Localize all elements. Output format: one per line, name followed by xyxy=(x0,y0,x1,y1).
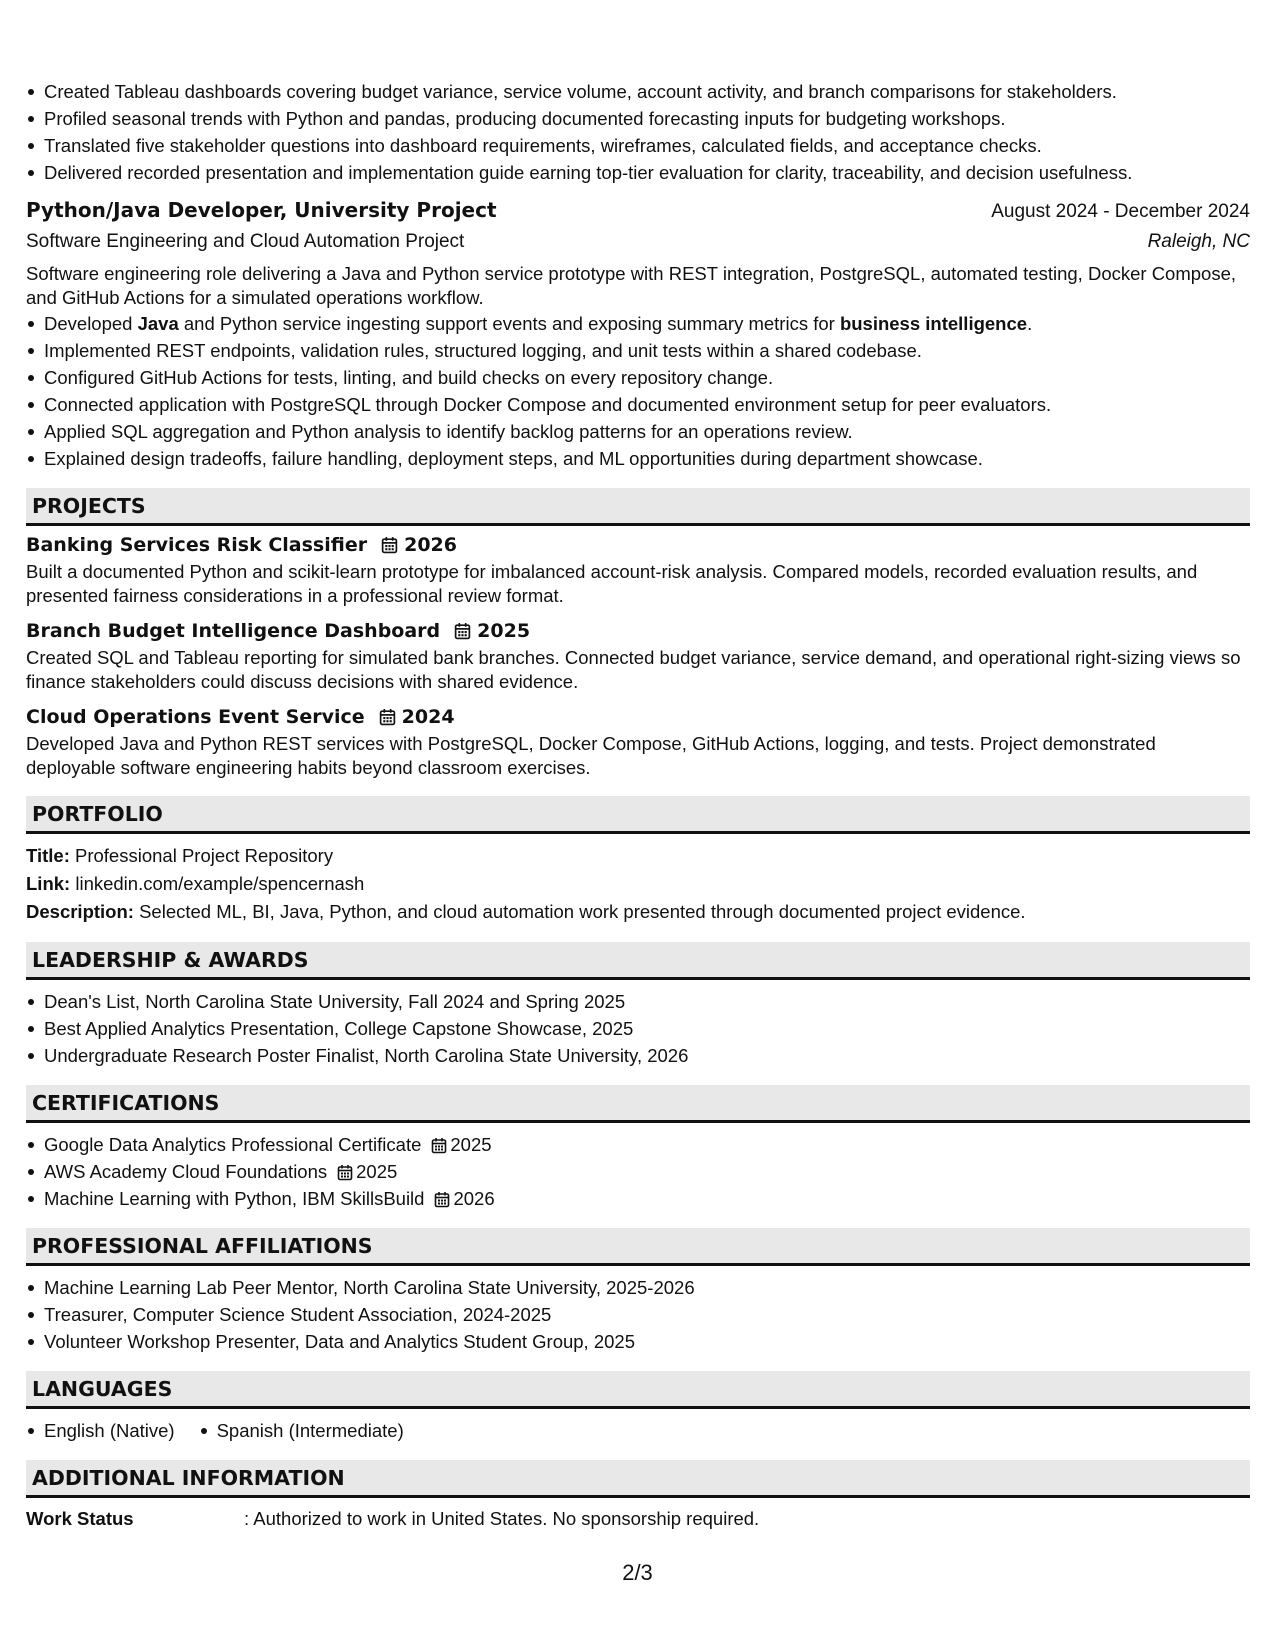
portfolio-section xyxy=(26,796,1250,926)
job-bullets xyxy=(26,310,1250,472)
section-heading: LANGUAGES xyxy=(26,1371,1250,1409)
leadership-section xyxy=(26,942,1250,1069)
projects-section xyxy=(26,488,1250,780)
list-item: Implemented REST endpoints, validation rules, structured logging, and unit tests within a shared codebase. xyxy=(44,337,1250,364)
certification-year: 2025 xyxy=(356,1161,398,1182)
project-year: 2025 xyxy=(477,620,531,642)
list-item: Explained design tradeoffs, failure handling, deployment steps, and ML opportunities during department showcase. xyxy=(44,445,1250,472)
list-item: Dean's List, North Carolina State University, Fall 2024 and Spring 2025 xyxy=(44,988,1250,1015)
affiliations-section xyxy=(26,1228,1250,1355)
list-item: Best Applied Analytics Presentation, College Capstone Showcase, 2025 xyxy=(44,1015,1250,1042)
list-item: Machine Learning Lab Peer Mentor, North Carolina State University, 2025-2026 xyxy=(44,1274,1250,1301)
job-organization: Software Engineering and Cloud Automation Project xyxy=(26,231,465,252)
project-year: 2024 xyxy=(401,706,455,728)
project-entry xyxy=(26,620,1250,694)
section-heading: PROJECTS xyxy=(26,488,1250,526)
project-description: Built a documented Python and scikit-learn prototype for imbalanced account-risk analysis. Compared models, recorded evaluation results, and presented fairness considerations in a professional review format. xyxy=(26,561,1198,606)
list-item: Spanish (Intermediate) xyxy=(217,1417,404,1444)
page-number: 2/3 xyxy=(622,1560,653,1585)
languages-section xyxy=(26,1371,1250,1444)
list-item: Treasurer, Computer Science Student Association, 2024-2025 xyxy=(44,1301,1250,1328)
project-entry xyxy=(26,534,1250,608)
section-heading: CERTIFICATIONS xyxy=(26,1085,1250,1123)
certification-year: 2025 xyxy=(450,1134,492,1155)
portfolio-link: Link: linkedin.com/example/spencernash xyxy=(26,873,365,894)
job-location: Raleigh, NC xyxy=(1147,231,1250,252)
project-year: 2026 xyxy=(404,534,457,556)
certification-name: Google Data Analytics Professional Certificate xyxy=(44,1134,422,1155)
certifications-section xyxy=(26,1085,1250,1212)
list-item xyxy=(44,1158,1250,1185)
calendar-icon xyxy=(381,536,398,554)
certifications-list xyxy=(26,1131,1250,1212)
project-title: Banking Services Risk Classifier xyxy=(26,534,368,556)
affiliations-list xyxy=(26,1274,1250,1355)
work-status-value: : Authorized to work in United States. No sponsorship required. xyxy=(244,1508,760,1529)
list-item: Connected application with PostgreSQL through Docker Compose and documented environment setup for peer evaluators. xyxy=(44,391,1250,418)
portfolio-title: Title: Professional Project Repository xyxy=(26,845,334,866)
certification-year: 2026 xyxy=(453,1188,495,1209)
additional-info-section xyxy=(26,1460,1250,1532)
project-title: Cloud Operations Event Service xyxy=(26,706,365,728)
list-item: Developed Java and Python service ingesting support events and exposing summary metrics for business intelligence. xyxy=(44,310,1250,337)
portfolio-description: Description: Selected ML, BI, Java, Python, and cloud automation work presented through documented project evidence. xyxy=(26,901,1026,922)
calendar-icon xyxy=(454,622,471,640)
list-item: Translated five stakeholder questions into dashboard requirements, wireframes, calculated fields, and acceptance checks. xyxy=(44,132,1250,159)
section-heading: LEADERSHIP & AWARDS xyxy=(26,942,1250,980)
job-entry xyxy=(26,198,1250,472)
job-title: Python/Java Developer, University Project xyxy=(26,198,497,222)
job-dates: August 2024 - December 2024 xyxy=(991,201,1250,222)
calendar-icon xyxy=(379,708,396,726)
project-description: Developed Java and Python REST services with PostgreSQL, Docker Compose, GitHub Actions, logging, and tests. Project demonstrated deployable software engineering habits beyond classroom exercises. xyxy=(26,733,1156,778)
calendar-icon xyxy=(434,1191,450,1208)
portfolio-link-url[interactable]: linkedin.com/example/spencernash xyxy=(70,873,365,894)
leadership-list xyxy=(26,988,1250,1069)
project-title: Branch Budget Intelligence Dashboard xyxy=(26,620,441,642)
languages-list xyxy=(26,1417,1250,1444)
calendar-icon xyxy=(337,1164,353,1181)
section-heading: PORTFOLIO xyxy=(26,796,1250,834)
list-item: Created Tableau dashboards covering budget variance, service volume, account activity, and branch comparisons for stakeholders. xyxy=(44,78,1250,105)
certification-name: AWS Academy Cloud Foundations xyxy=(44,1161,328,1182)
list-item: English (Native) xyxy=(44,1417,175,1444)
list-item: Delivered recorded presentation and implementation guide earning top-tier evaluation for clarity, traceability, and decision usefulness. xyxy=(44,159,1250,186)
work-status-row xyxy=(26,1506,1250,1532)
certification-name: Machine Learning with Python, IBM SkillsBuild xyxy=(44,1188,425,1209)
list-item: Undergraduate Research Poster Finalist, North Carolina State University, 2026 xyxy=(44,1042,1250,1069)
section-heading: PROFESSIONAL AFFILIATIONS xyxy=(26,1228,1250,1266)
project-description: Created SQL and Tableau reporting for simulated bank branches. Connected budget variance, service demand, and operational right-sizing views so finance stakeholders could discuss decisions with shared evidence. xyxy=(26,647,1241,692)
list-item xyxy=(44,1131,1250,1158)
list-item: Configured GitHub Actions for tests, linting, and build checks on every repository change. xyxy=(44,364,1250,391)
list-item: Volunteer Workshop Presenter, Data and Analytics Student Group, 2025 xyxy=(44,1328,1250,1355)
calendar-icon xyxy=(431,1137,447,1154)
job-summary: Software engineering role delivering a Java and Python service prototype with REST integration, PostgreSQL, automated testing, Docker Compose, and GitHub Actions for a simulated operations workflow. xyxy=(26,263,1237,308)
list-item: Applied SQL aggregation and Python analysis to identify backlog patterns for an operations review. xyxy=(44,418,1250,445)
resume-content xyxy=(26,78,1250,1532)
work-status-label: Work Status xyxy=(26,1508,134,1529)
project-entry xyxy=(26,706,1250,780)
list-item: Profiled seasonal trends with Python and pandas, producing documented forecasting inputs for budgeting workshops. xyxy=(44,105,1250,132)
section-heading: ADDITIONAL INFORMATION xyxy=(26,1460,1250,1498)
list-item xyxy=(44,1185,1250,1212)
experience-bullets-previous xyxy=(26,78,1250,186)
